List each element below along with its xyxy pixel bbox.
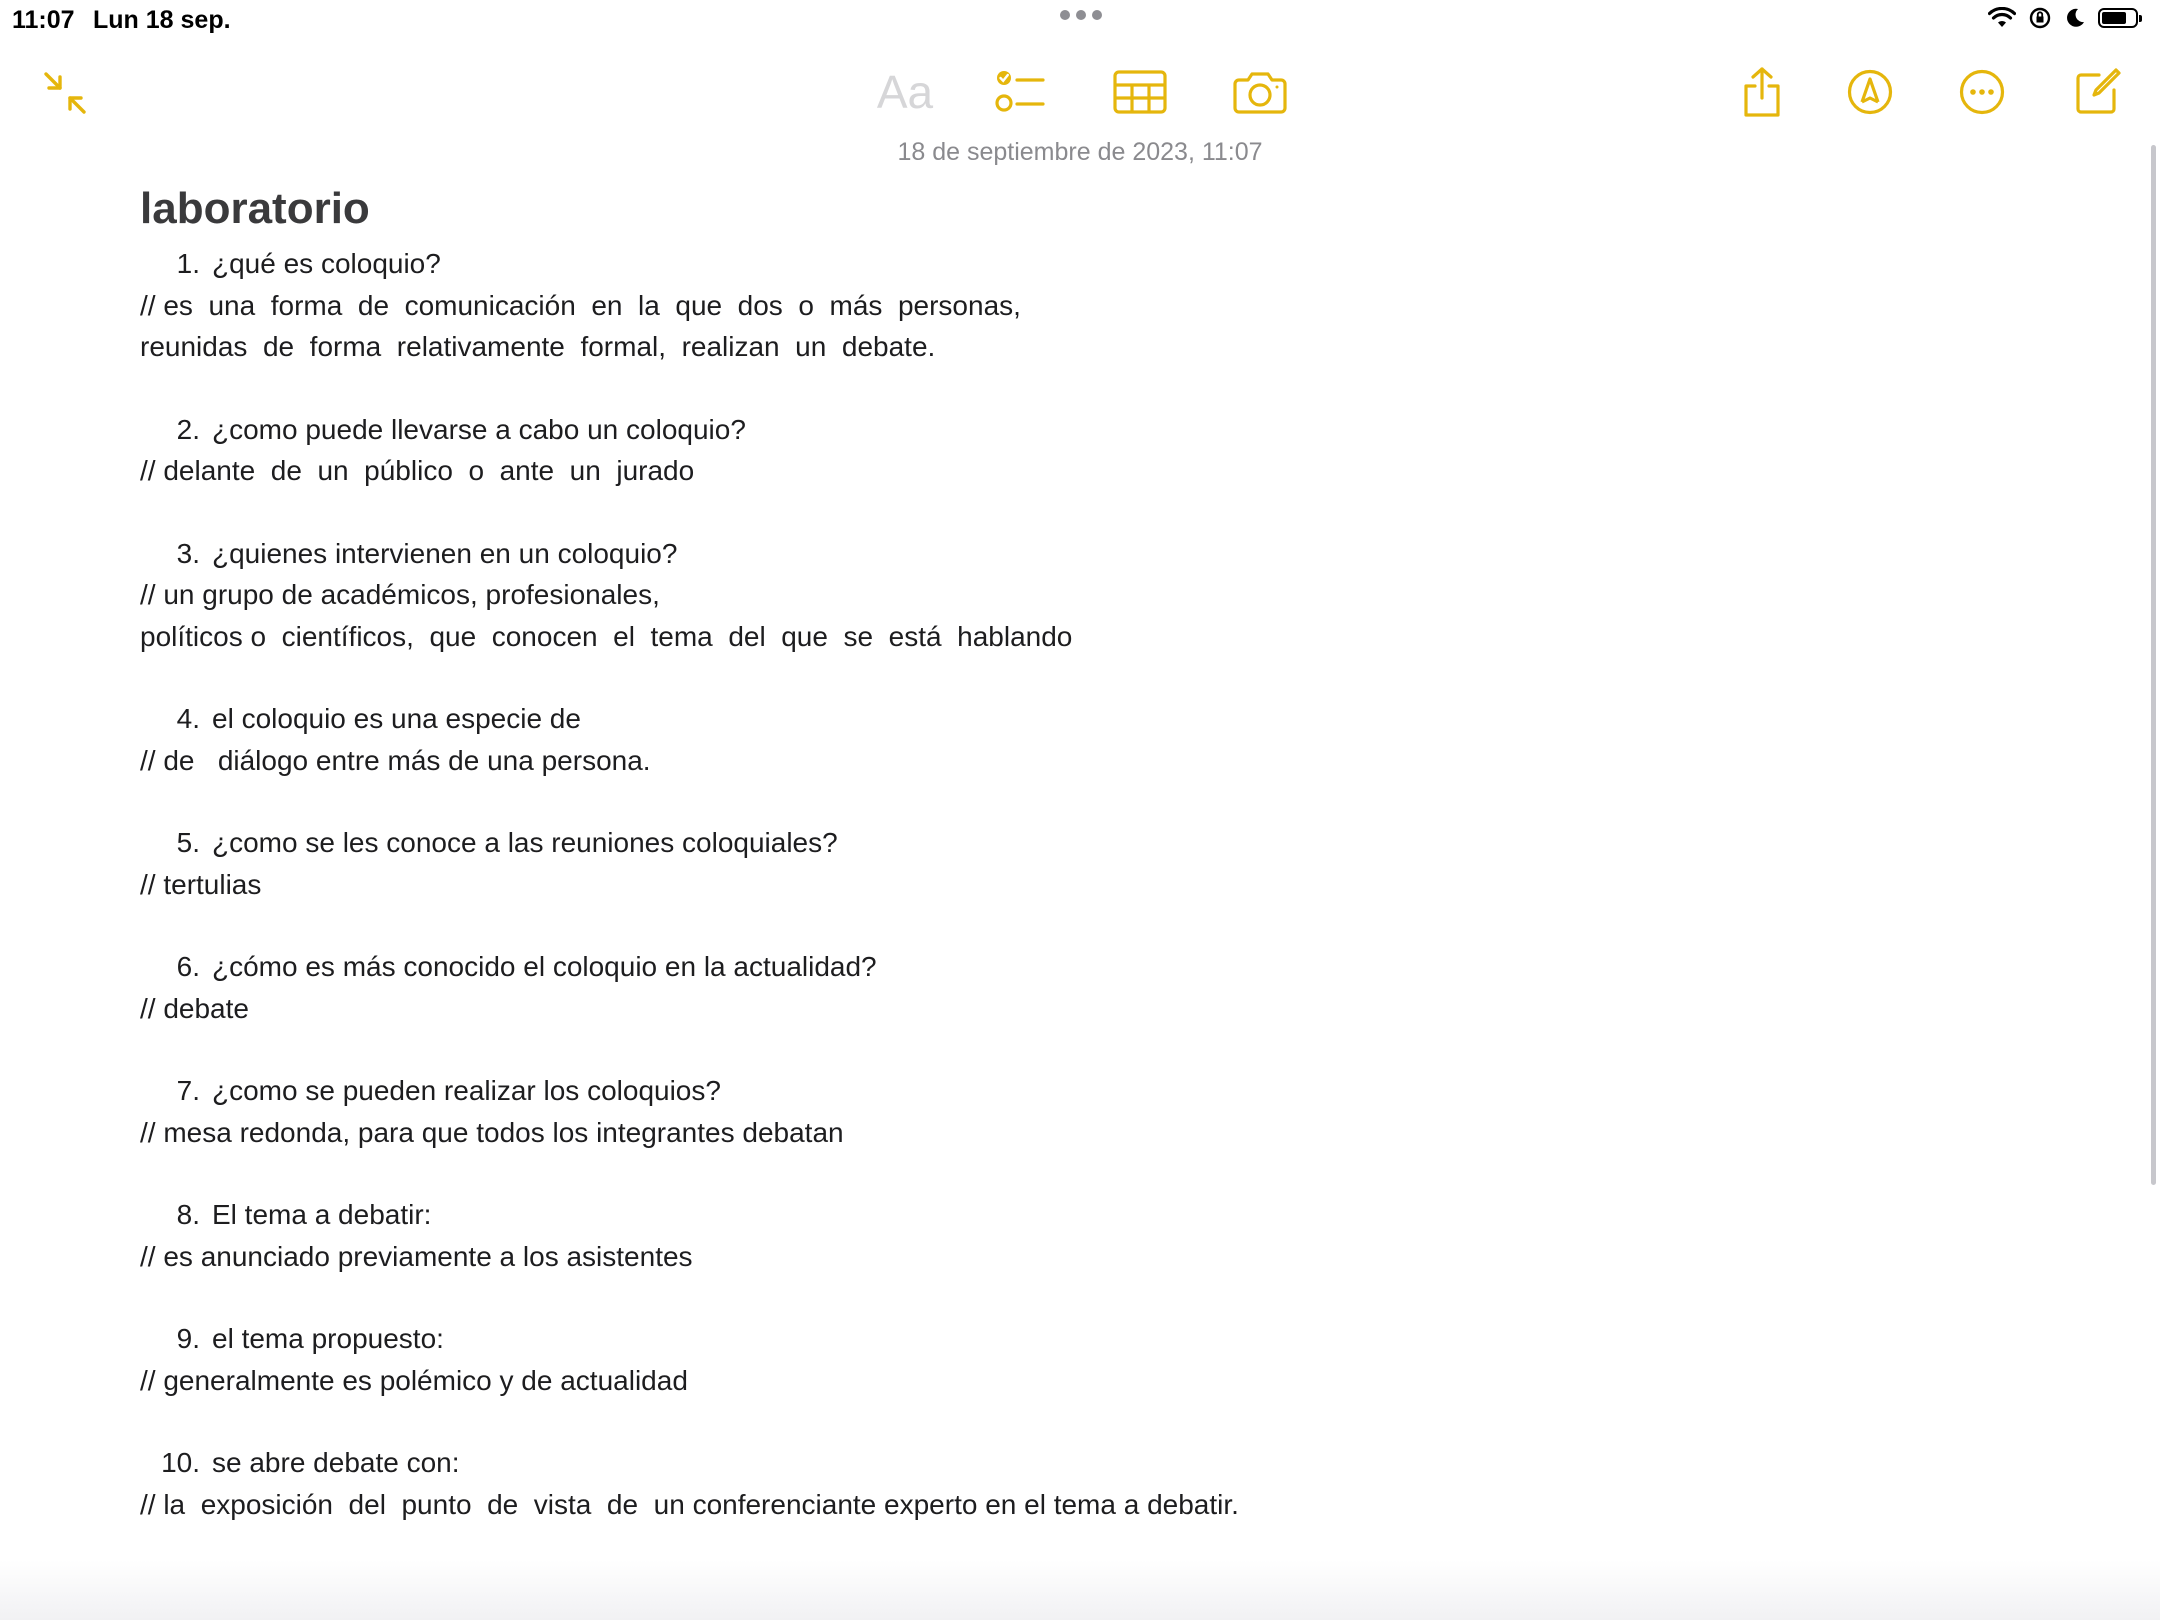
table-icon[interactable] bbox=[1112, 68, 1168, 116]
answer-line[interactable]: // es anunciado previamente a los asistentes bbox=[140, 1240, 693, 1272]
question-number: 1. bbox=[176, 248, 200, 279]
answer-line[interactable]: // es una forma de comunicación en la que dos o más personas, bbox=[140, 289, 1021, 321]
question-line[interactable] bbox=[140, 1194, 1840, 1236]
multitasking-dots-icon[interactable] bbox=[1060, 10, 1102, 20]
list-item bbox=[140, 409, 1840, 492]
answer-line[interactable]: // delante de un público o ante un jurado bbox=[140, 455, 695, 486]
answer-line[interactable]: // mesa redonda, para que todos los integrantes debatan bbox=[140, 1116, 844, 1148]
answer-line[interactable]: reunidas de forma relativamente formal, realizan un debate. bbox=[140, 331, 936, 362]
answer-line[interactable]: // generalmente es polémico y de actualidad bbox=[140, 1364, 688, 1396]
bottom-fade bbox=[0, 1560, 2160, 1620]
list-item bbox=[140, 822, 1840, 905]
list-item bbox=[140, 1070, 1840, 1153]
scrollbar[interactable] bbox=[2151, 145, 2156, 1185]
wifi-icon bbox=[1988, 7, 2016, 29]
question-line[interactable] bbox=[140, 698, 1840, 740]
answer-line[interactable]: // un grupo de académicos, profesionales, bbox=[140, 579, 660, 610]
note-timestamp: 18 de septiembre de 2023, 11:07 bbox=[897, 138, 1263, 166]
list-item bbox=[140, 698, 1840, 781]
question-number: 6. bbox=[176, 951, 200, 982]
question-text: ¿como se les conoce a las reuniones coloquiales? bbox=[212, 827, 838, 858]
question-line[interactable] bbox=[140, 243, 1840, 285]
note-body[interactable] bbox=[140, 183, 1840, 1566]
status-bar bbox=[0, 0, 2160, 40]
answer-line[interactable]: // de diálogo entre más de una persona. bbox=[140, 744, 651, 776]
question-line[interactable] bbox=[140, 822, 1840, 864]
format-label: Aa bbox=[876, 66, 934, 118]
question-text: ¿qué es coloquio? bbox=[212, 248, 441, 279]
list-item bbox=[140, 1442, 1840, 1525]
share-icon[interactable] bbox=[1740, 64, 1784, 120]
note-title[interactable]: laboratorio bbox=[140, 184, 370, 233]
question-text: ¿como se pueden realizar los coloquios? bbox=[212, 1075, 721, 1106]
question-line[interactable] bbox=[140, 1442, 1840, 1484]
list-item bbox=[140, 1318, 1840, 1401]
format-button[interactable] bbox=[870, 64, 940, 120]
question-line[interactable] bbox=[140, 533, 1840, 575]
battery-icon bbox=[2098, 8, 2138, 28]
collapse-icon[interactable] bbox=[40, 68, 90, 118]
status-icons bbox=[1988, 6, 2138, 30]
status-date: Lun 18 sep. bbox=[93, 6, 231, 34]
question-number: 5. bbox=[176, 827, 200, 858]
camera-icon[interactable] bbox=[1232, 68, 1288, 116]
question-text: ¿como puede llevarse a cabo un coloquio? bbox=[212, 413, 746, 445]
markup-icon[interactable] bbox=[1846, 68, 1894, 116]
more-icon[interactable] bbox=[1958, 68, 2006, 116]
list-item bbox=[140, 946, 1840, 1029]
orientation-lock-icon bbox=[2028, 6, 2052, 30]
answer-line[interactable]: // la exposición del punto de vista de un conferenciante experto en el tema a debatir. bbox=[140, 1488, 1239, 1520]
question-text: el coloquio es una especie de bbox=[212, 703, 581, 734]
question-line[interactable] bbox=[140, 1318, 1840, 1360]
question-line[interactable] bbox=[140, 409, 1840, 451]
question-text: ¿quienes intervienen en un coloquio? bbox=[212, 537, 678, 569]
question-line[interactable] bbox=[140, 1070, 1840, 1112]
question-number: 9. bbox=[176, 1323, 200, 1354]
question-text: El tema a debatir: bbox=[212, 1199, 432, 1230]
question-number: 4. bbox=[176, 703, 200, 734]
question-text: ¿cómo es más conocido el coloquio en la actualidad? bbox=[212, 951, 877, 982]
question-number: 2. bbox=[176, 413, 200, 445]
question-number: 10. bbox=[161, 1447, 200, 1478]
question-text: el tema propuesto: bbox=[212, 1323, 444, 1354]
question-number: 8. bbox=[176, 1199, 200, 1230]
question-number: 3. bbox=[176, 537, 200, 569]
question-number: 7. bbox=[176, 1075, 200, 1106]
answer-line[interactable]: // tertulias bbox=[140, 868, 262, 900]
qa-list bbox=[140, 243, 1840, 1525]
question-text: se abre debate con: bbox=[212, 1447, 460, 1478]
checklist-icon[interactable] bbox=[994, 66, 1048, 118]
status-time: 11:07 bbox=[12, 6, 75, 34]
answer-line[interactable]: // debate bbox=[140, 992, 249, 1024]
list-item bbox=[140, 1194, 1840, 1277]
list-item bbox=[140, 533, 1840, 658]
question-line[interactable] bbox=[140, 946, 1840, 988]
answer-line[interactable]: políticos o científicos, que conocen el tema del que se está hablando bbox=[140, 620, 1073, 652]
moon-icon bbox=[2064, 7, 2086, 29]
list-item bbox=[140, 243, 1840, 368]
compose-icon[interactable] bbox=[2074, 66, 2122, 116]
